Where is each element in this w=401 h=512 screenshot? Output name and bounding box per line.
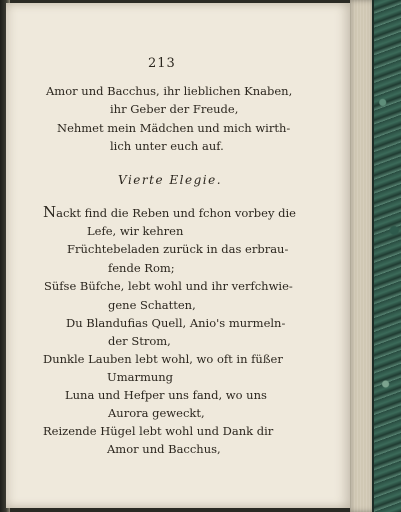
text-line: Amor und Bacchus, ihr lieblichen Knaben, xyxy=(46,84,293,98)
text-line: Dunkle Lauben lebt wohl, wo oft in füßer xyxy=(43,352,283,366)
page-number: 213 xyxy=(148,56,176,71)
text-line: Du Blandufias Quell, Anio's murmeln- xyxy=(66,316,286,330)
text-line: fende Rom; xyxy=(108,261,175,275)
text-line: Süfse Büfche, lebt wohl und ihr verfchwie- xyxy=(44,279,293,293)
text-line: Aurora geweckt, xyxy=(108,406,205,420)
text-line: ackt find die Reben und fchon vorbey die xyxy=(56,206,296,220)
text-line: Früchtebeladen zurück in das erbrau- xyxy=(67,242,289,256)
text-line: Lefe, wir kehren xyxy=(87,224,184,238)
section-heading: Vierte Elegie. xyxy=(118,173,223,187)
drop-cap: N xyxy=(43,203,57,221)
text-line: Umarmung xyxy=(107,370,174,384)
text-line: der Strom, xyxy=(108,334,171,348)
text-line: lich unter euch auf. xyxy=(110,139,224,153)
text-line: Nehmet mein Mädchen und mich wirth- xyxy=(57,121,291,135)
text-line: Luna und Hefper uns fand, wo uns xyxy=(65,388,267,402)
elegy-first-line xyxy=(43,205,296,220)
text-line: ihr Geber der Freude, xyxy=(110,102,239,116)
text-line: gene Schatten, xyxy=(108,298,196,312)
text-line: Reizende Hügel lebt wohl und Dank dir xyxy=(43,424,274,438)
text-line: Amor und Bacchus, xyxy=(107,442,221,456)
